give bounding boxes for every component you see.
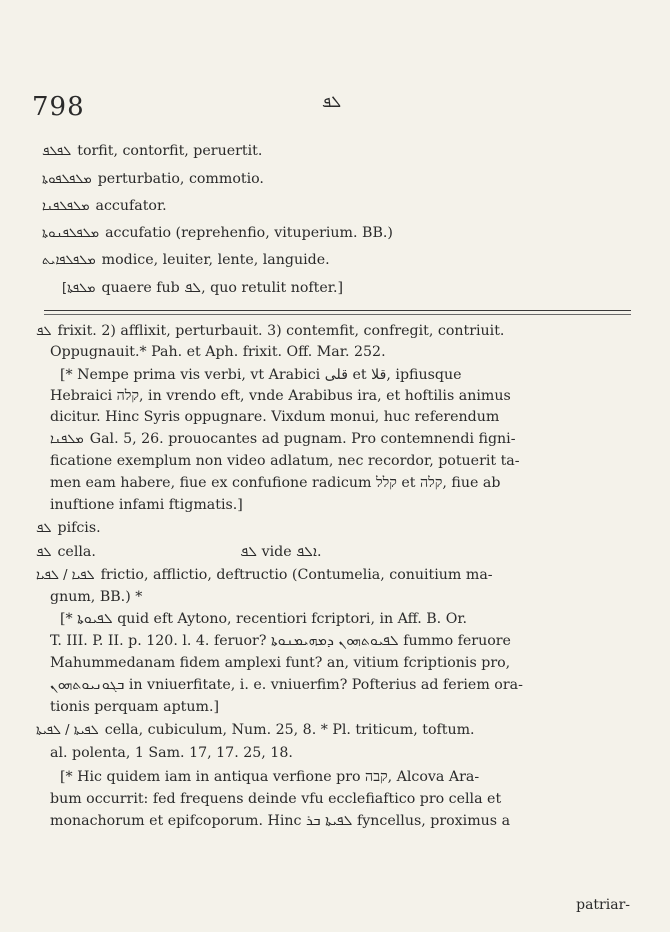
syriac-headword: ܠܦ bbox=[36, 545, 52, 560]
entry-line bbox=[50, 408, 499, 426]
entry-line bbox=[42, 142, 262, 161]
entry-line bbox=[36, 721, 475, 740]
entry-line bbox=[50, 496, 243, 514]
syriac-headword: ܠܦ bbox=[36, 324, 52, 339]
entry-text: accufator. bbox=[95, 198, 167, 214]
catchword: patriar- bbox=[576, 897, 630, 913]
entry-line bbox=[42, 224, 393, 243]
entry-text: frixit. 2) afflixit, perturbauit. 3) contemfit, confregit, contriuit. bbox=[57, 323, 505, 339]
entry-text: Oppugnauit.* Pah. et Aph. frixit. Off. Mar. 252. bbox=[50, 344, 386, 360]
entry-line bbox=[50, 387, 511, 405]
syriac-headword: ܡܠܦܠܦܘܬܐ bbox=[42, 172, 92, 187]
entry-text: torfit, contorfit, peruertit. bbox=[77, 143, 263, 159]
entry-text: gnum, BB.) * bbox=[50, 589, 143, 605]
syriac-headword: [ܡܠܦܬܐ bbox=[62, 281, 96, 296]
entry-text: quaere fub ܠܦ, quo retulit nofter.] bbox=[101, 280, 344, 296]
entry-text: cella, cubiculum, Num. 25, 8. * Pl. triticum, toftum. bbox=[104, 722, 475, 738]
entry-text: accufatio (reprehenfio, vituperium. BB.) bbox=[105, 225, 393, 241]
entry-line bbox=[50, 676, 523, 694]
entry-line bbox=[50, 812, 510, 830]
syriac-headword: ܡܠܦܠܦܢܐ bbox=[42, 199, 90, 214]
entry-text: [* Hic quidem iam in antiqua verfione pro קבה, Alcova Ara- bbox=[60, 769, 480, 785]
entry-line bbox=[50, 474, 500, 492]
entry-line bbox=[60, 366, 462, 384]
entry-text: Hebraici קלה, in vrendo eft, vnde Arabibus ira, et hoftilis animus bbox=[50, 388, 511, 404]
entry-text: frictio, afflictio, deftructio (Contumelia, conuitium ma- bbox=[100, 567, 493, 583]
entry-text: [* ܠܦܝܘܬܐ quid eft Aytono, recentiori fcriptori, in Aff. B. Or. bbox=[60, 611, 468, 627]
entry-line bbox=[42, 197, 167, 216]
entry-line bbox=[42, 170, 264, 189]
entry-text: T. III. P. II. p. 120. l. 4. feruor? ܠܦܝܘܬܗܘܢ ܕܡܗܝܡܢܘܬܐ fummo feruore bbox=[50, 633, 511, 649]
entry-text: pifcis. bbox=[57, 520, 101, 536]
entry-text: ficatione exemplum non video adlatum, nec recordor, potuerit ta- bbox=[50, 453, 520, 469]
entry-text: inuftione infami ftigmatis.] bbox=[50, 497, 243, 513]
entry-line bbox=[62, 279, 343, 298]
syriac-headword: ܠܦ bbox=[36, 521, 52, 536]
entry-line bbox=[36, 566, 493, 585]
entry-line bbox=[50, 654, 510, 672]
syriac-headword: ܡܠܦܠܦܐܝܬ bbox=[42, 253, 96, 268]
syriac-headword: ܡܠܦܢܐ bbox=[50, 432, 84, 447]
entry-text: al. polenta, 1 Sam. 17, 17. 25, 18. bbox=[50, 745, 293, 761]
syriac-headword: ܠܦܝܐ / ܠܦܝܐ bbox=[36, 568, 95, 583]
entry-line bbox=[50, 790, 501, 808]
entry-text: dicitur. Hinc Syris oppugnare. Vixdum monui, huc referendum bbox=[50, 409, 500, 425]
entry-line bbox=[36, 322, 504, 341]
running-head: ܠܦ bbox=[322, 92, 342, 111]
syriac-headword: ܠܦܝܬܐ / ܠܦܝܬܐ bbox=[36, 723, 99, 738]
syriac-headword: ܡܠܦܠܦܢܘܬܐ bbox=[42, 226, 100, 241]
syriac-headword: ܠܦܠܦ bbox=[42, 144, 72, 159]
entry-text: tionis perquam aptum.] bbox=[50, 699, 220, 715]
entry-line bbox=[36, 519, 101, 538]
entry-line bbox=[50, 588, 142, 606]
entry-text: Gal. 5, 26. prouocantes ad pugnam. Pro contemnendi figni- bbox=[89, 431, 516, 447]
entry-line bbox=[60, 610, 467, 628]
entry-line bbox=[50, 430, 516, 449]
entry-text: Mahummedanam fidem amplexi funt? an, vitium fcriptionis pro, bbox=[50, 655, 511, 671]
entry-line bbox=[50, 452, 520, 470]
entry-text: modice, leuiter, lente, languide. bbox=[101, 252, 330, 268]
entry-text: ܒܓܘܢܝܘܬܗܘܢ in vniuerfitate, i. e. vniuerfim? Pofterius ad feriem ora- bbox=[50, 677, 523, 693]
entry-line bbox=[50, 698, 219, 716]
entry-text: [* Nempe prima vis verbi, vt Arabici قلى et قلا, ipfiusque bbox=[60, 367, 462, 383]
entry-text: cella. ܠܦ vide ܐܠܦ. bbox=[57, 544, 322, 560]
page-number: 798 bbox=[32, 92, 85, 122]
entry-line bbox=[36, 543, 322, 562]
entry-text: perturbatio, commotio. bbox=[97, 171, 264, 187]
entry-text: monachorum et epifcoporum. Hinc ܠܦܝܬܐ ܒܪ fyncellus, proximus a bbox=[50, 813, 511, 829]
section-rule-thin bbox=[44, 314, 631, 315]
entry-line bbox=[50, 744, 293, 762]
entry-line bbox=[42, 251, 330, 270]
entry-line bbox=[60, 768, 479, 786]
entry-text: men eam habere, fiue ex confufione radicum קלל et קלה, fiue ab bbox=[50, 475, 501, 491]
entry-text: bum occurrit: fed frequens deinde vfu ecclefiaftico pro cella et bbox=[50, 791, 502, 807]
entry-line bbox=[50, 632, 511, 650]
section-rule bbox=[44, 310, 631, 311]
entry-line bbox=[50, 343, 386, 361]
